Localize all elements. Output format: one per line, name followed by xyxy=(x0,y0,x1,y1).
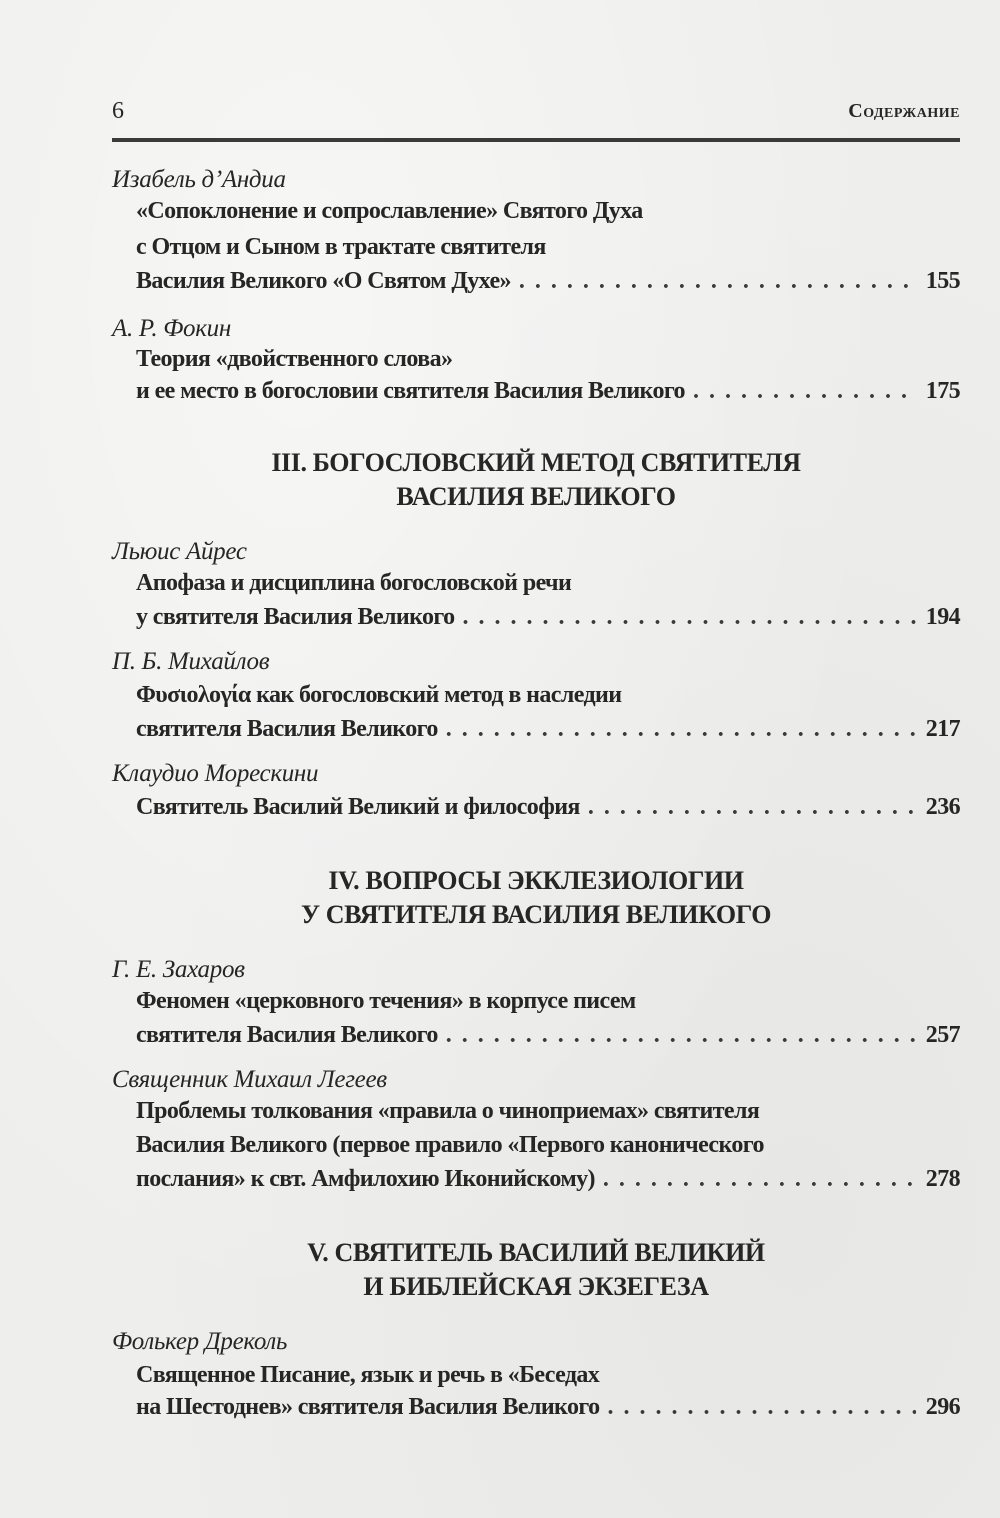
dot-leader xyxy=(607,1394,916,1421)
entry-title-line: на Шестоднев» святителя Василия Великого xyxy=(136,1394,600,1420)
entry-title-line: послания» к свт. Амфилохию Иконийскому) xyxy=(136,1166,595,1192)
toc-entry-last-line[interactable] xyxy=(136,716,960,746)
section-heading-line: И БИБЛЕЙСКАЯ ЭКЗЕГЕЗА xyxy=(363,1272,709,1301)
entry-page-number: 296 xyxy=(925,1394,960,1420)
entry-author: А. Р. Фокин xyxy=(112,315,231,342)
entry-page-number: 257 xyxy=(925,1022,960,1048)
header-rule xyxy=(112,138,960,142)
entry-title-line: Святитель Василий Великий и философия xyxy=(136,794,580,820)
section-heading-line: III. БОГОСЛОВСКИЙ МЕТОД СВЯТИТЕЛЯ xyxy=(271,448,801,477)
toc-entry-last-line[interactable] xyxy=(136,1394,960,1424)
entry-title-line: Феномен «церковного течения» в корпусе писем xyxy=(136,988,636,1014)
entry-page-number: 194 xyxy=(925,604,960,630)
entry-title-line: Φυσιολογία как богословский метод в наследии xyxy=(136,682,622,708)
toc-entry-last-line[interactable] xyxy=(136,1022,960,1052)
dot-leader xyxy=(463,604,916,631)
entry-title-line: святителя Василия Великого xyxy=(136,716,438,742)
dot-leader xyxy=(603,1166,916,1193)
entry-title-line: и ее место в богословии святителя Василия Великого xyxy=(136,378,685,404)
entry-title-line: Священное Писание, язык и речь в «Беседах xyxy=(136,1362,600,1388)
dot-leader xyxy=(446,716,916,743)
entry-title-line: Проблемы толкования «правила о чиноприемах» святителя xyxy=(136,1098,760,1124)
entry-author: Священник Михаил Легеев xyxy=(112,1066,387,1093)
entry-page-number: 278 xyxy=(925,1166,960,1192)
entry-author: П. Б. Михайлов xyxy=(112,648,270,675)
entry-author: Фолькер Дреколь xyxy=(112,1328,288,1355)
entry-title-line: Апофаза и дисциплина богословской речи xyxy=(136,570,572,596)
section-heading-line: IV. ВОПРОСЫ ЭККЛЕЗИОЛОГИИ xyxy=(328,866,744,895)
dot-leader xyxy=(446,1022,916,1049)
toc-entry-last-line[interactable] xyxy=(136,268,960,298)
section-heading xyxy=(112,864,960,932)
entry-title-line: «Сопоклонение и сопрославление» Святого Духа xyxy=(136,198,643,224)
page-header xyxy=(112,98,960,130)
entry-author: Изабель д’Андиа xyxy=(112,166,286,193)
dot-leader xyxy=(519,268,916,295)
section-heading-line: ВАСИЛИЯ ВЕЛИКОГО xyxy=(396,482,676,511)
dot-leader xyxy=(693,378,916,405)
entry-author: Льюис Айрес xyxy=(112,538,247,565)
entry-author: Г. Е. Захаров xyxy=(112,956,245,983)
section-heading-line: V. СВЯТИТЕЛЬ ВАСИЛИЙ ВЕЛИКИЙ xyxy=(307,1238,765,1267)
entry-title-line: с Отцом и Сыном в трактате святителя xyxy=(136,234,546,260)
entry-title-line: Василия Великого «О Святом Духе» xyxy=(136,268,511,294)
toc-entry-last-line[interactable] xyxy=(136,794,960,824)
entry-page-number: 155 xyxy=(925,268,960,294)
entry-title-line: у святителя Василия Великого xyxy=(136,604,455,630)
entry-title-line: святителя Василия Великого xyxy=(136,1022,438,1048)
entry-page-number: 217 xyxy=(925,716,960,742)
toc-entry-last-line[interactable] xyxy=(136,1166,960,1196)
toc-entry-last-line[interactable] xyxy=(136,604,960,634)
section-heading xyxy=(112,1236,960,1304)
page-number: 6 xyxy=(112,98,124,124)
entry-title-line: Теория «двойственного слова» xyxy=(136,346,453,372)
running-title: Содержание xyxy=(848,100,960,122)
entry-page-number: 175 xyxy=(925,378,960,404)
section-heading xyxy=(112,446,960,514)
dot-leader xyxy=(588,794,916,821)
entry-author: Клаудио Морескини xyxy=(112,760,319,787)
entry-page-number: 236 xyxy=(925,794,960,820)
toc-entry-last-line[interactable] xyxy=(136,378,960,408)
entry-title-line: Василия Великого (первое правило «Первого канонического xyxy=(136,1132,764,1158)
section-heading-line: У СВЯТИТЕЛЯ ВАСИЛИЯ ВЕЛИКОГО xyxy=(300,900,772,929)
